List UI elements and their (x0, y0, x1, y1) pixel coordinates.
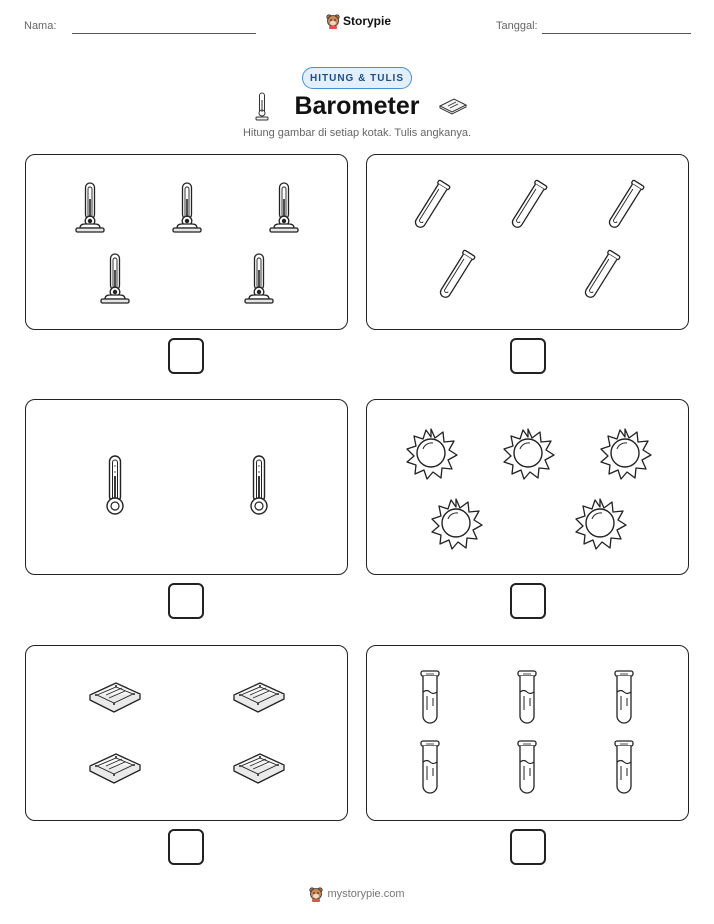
answer-box-1[interactable] (168, 338, 204, 374)
sun-icon (407, 429, 457, 479)
sun-icon (432, 499, 482, 549)
test-tube-liquid-icon (615, 741, 633, 793)
instructions: Hitung gambar di setiap kotak. Tulis angkanya. (242, 127, 472, 139)
test-tube-icon (582, 250, 620, 300)
count-panel-3 (25, 399, 348, 575)
brand-name: Storypie (343, 14, 392, 28)
count-panel-2 (366, 154, 689, 330)
answer-box-2[interactable] (510, 338, 546, 374)
count-panel-4 (366, 399, 689, 575)
storypie-logo (326, 13, 391, 29)
bear-mascot-icon (326, 13, 340, 29)
page-title: Barometer (294, 92, 420, 120)
test-tube-liquid-icon (421, 671, 439, 723)
test-tube-icon (606, 180, 644, 230)
date-line[interactable] (542, 33, 691, 34)
thermometer-stand-icon (76, 183, 104, 232)
count-panel-1 (25, 154, 348, 330)
panel-4-images (367, 400, 690, 576)
panel-6-images (367, 646, 690, 822)
test-tube-liquid-icon (615, 671, 633, 723)
answer-box-6[interactable] (510, 829, 546, 865)
plaque-icon (438, 97, 468, 115)
sun-icon (576, 499, 626, 549)
test-tube-icon (509, 180, 547, 230)
bear-mascot-icon (309, 886, 323, 902)
sun-icon (601, 429, 651, 479)
footer-url[interactable]: mystorypie.com (327, 888, 405, 900)
panel-1-images (26, 155, 349, 331)
count-panel-5 (25, 645, 348, 821)
thermometer-stand-icon (245, 254, 273, 303)
sun-icon (504, 429, 554, 479)
footer (0, 886, 714, 902)
thermometer-stand-icon (270, 183, 298, 232)
thermometer-stand-icon (101, 254, 129, 303)
answer-box-4[interactable] (510, 583, 546, 619)
test-tube-liquid-icon (518, 741, 536, 793)
plaque-icon (90, 683, 140, 712)
activity-badge: HITUNG & TULIS (302, 67, 412, 89)
test-tube-liquid-icon (421, 741, 439, 793)
thermometer-stand-icon (173, 183, 201, 232)
count-panel-6 (366, 645, 689, 821)
plaque-icon (234, 754, 284, 783)
test-tube-icon (437, 250, 475, 300)
panel-3-images (26, 400, 349, 576)
plaque-icon (90, 754, 140, 783)
date-label: Tanggal: (496, 20, 538, 32)
test-tube-liquid-icon (518, 671, 536, 723)
plaque-icon (234, 683, 284, 712)
answer-box-5[interactable] (168, 829, 204, 865)
thermometer-icon (107, 456, 123, 514)
panel-5-images (26, 646, 349, 822)
name-label: Nama: (24, 20, 57, 32)
panel-2-images (367, 155, 690, 331)
name-line[interactable] (72, 33, 256, 34)
test-tube-icon (412, 180, 450, 230)
answer-box-3[interactable] (168, 583, 204, 619)
thermometer-icon (251, 456, 267, 514)
